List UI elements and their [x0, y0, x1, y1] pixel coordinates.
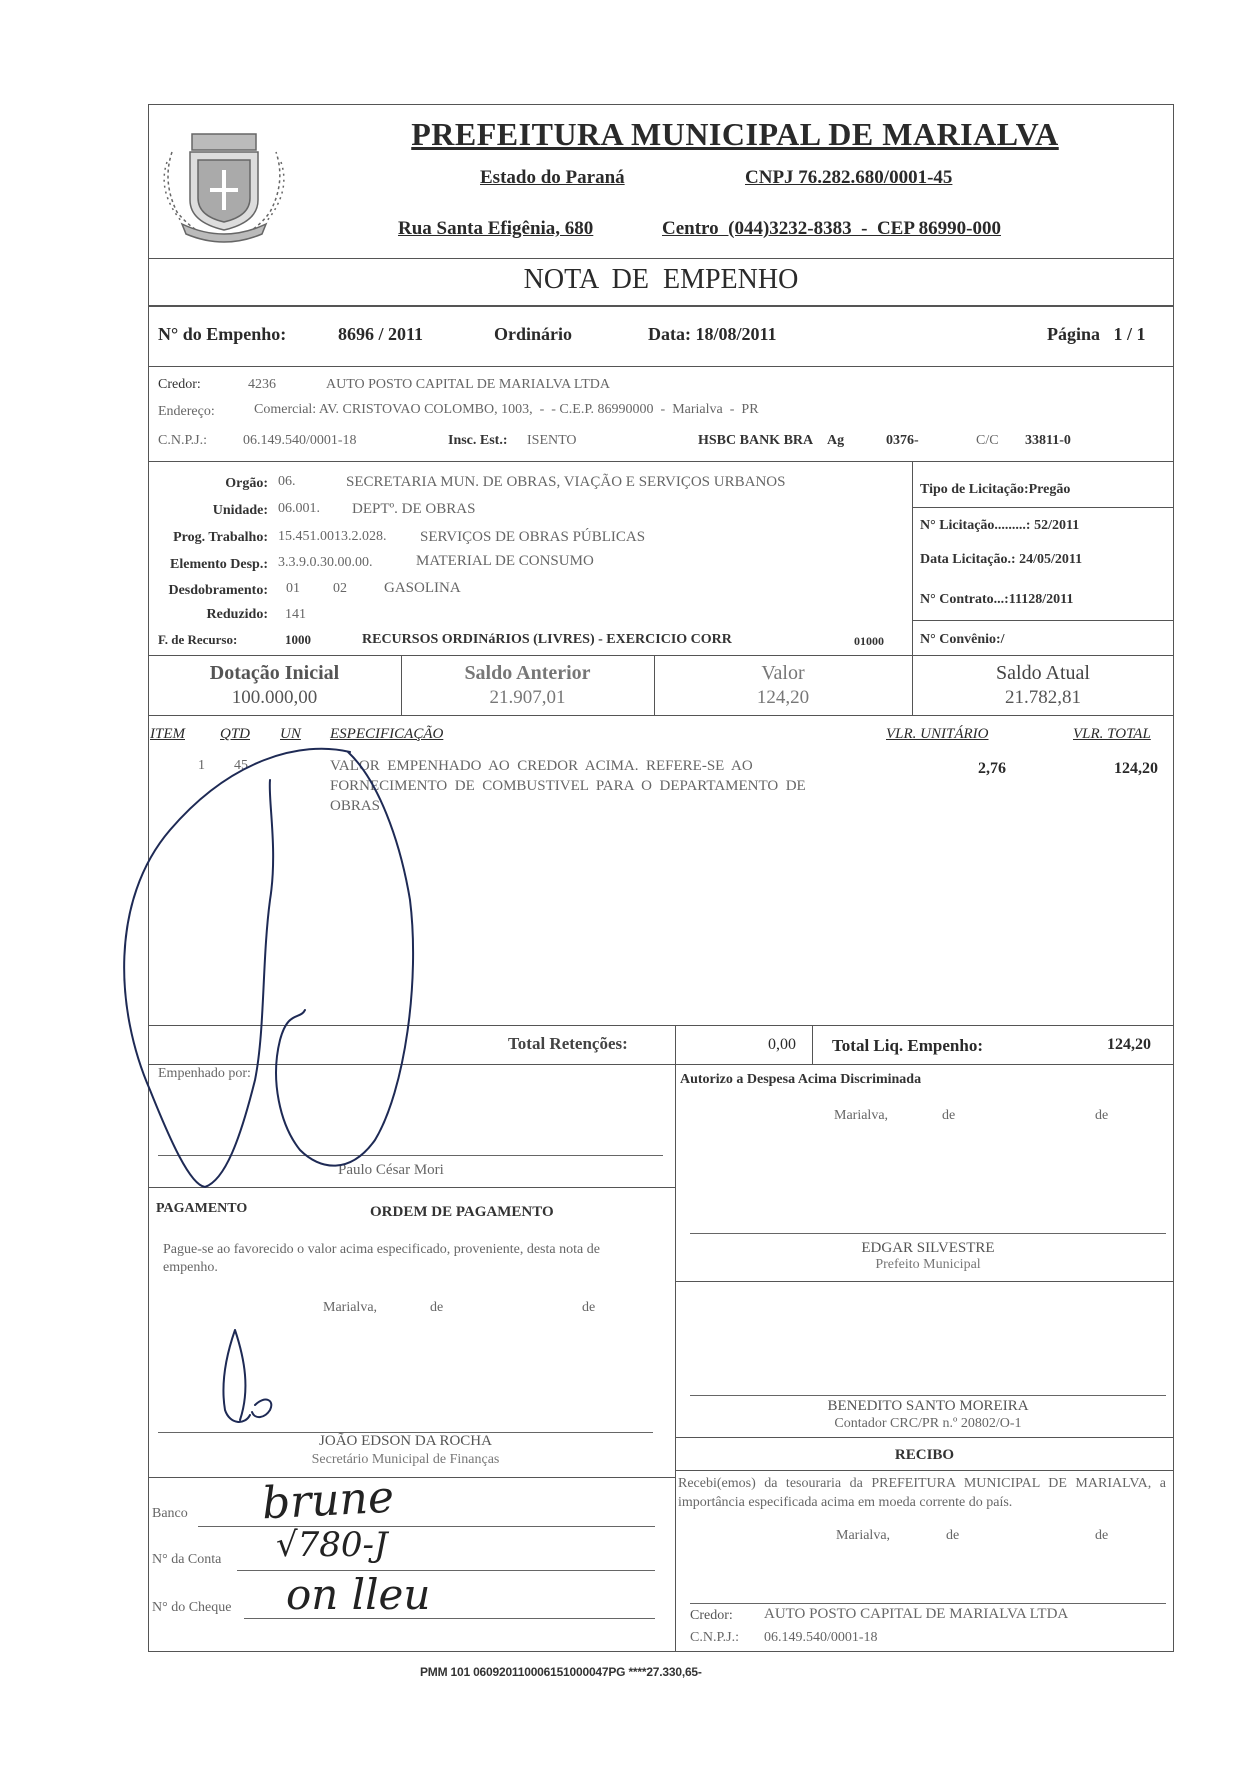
- header-state: Estado do Paraná: [480, 167, 625, 188]
- empenho-number: 8696 / 2011: [338, 324, 424, 344]
- col-total: VLR. TOTAL: [1073, 726, 1151, 742]
- conta-handwritten-value: √780-J: [276, 1525, 388, 1565]
- credor-label: Credor:: [158, 377, 201, 392]
- header-address-rest: Centro (044)3232-8383 - CEP 86990-000: [662, 218, 1001, 239]
- cc-label: C/C: [976, 433, 999, 448]
- contador-role: Contador CRC/PR n.º 20802/O-1: [834, 1416, 1022, 1431]
- recibo-de1: de: [946, 1528, 960, 1543]
- item-number: 1: [198, 758, 205, 773]
- pagamento-signer-role: Secretário Municipal de Finanças: [311, 1452, 500, 1467]
- autorizo-signer-role: Prefeito Municipal: [875, 1257, 981, 1272]
- item-qtd: 45: [234, 758, 248, 773]
- recurso-label: F. de Recurso:: [158, 632, 238, 647]
- col-qtd: QTD: [220, 726, 251, 742]
- prog-code: 15.451.0013.2.028.: [278, 529, 387, 544]
- orgao-label: Orgão:: [225, 476, 268, 491]
- saldo-atual-label: Saldo Atual: [996, 662, 1090, 684]
- header-cnpj: CNPJ 76.282.680/0001-45: [745, 167, 953, 188]
- conta-label: N° da Conta: [152, 1552, 222, 1567]
- item-total-value: 124,20: [1114, 760, 1158, 777]
- valor-value: 124,20: [756, 687, 810, 708]
- reduzido-label: Reduzido:: [206, 607, 268, 622]
- licitacao-data: Data Licitação.: 24/05/2011: [920, 552, 1083, 567]
- liquido-value: 124,20: [1107, 1036, 1151, 1053]
- item-espec-line3: OBRAS: [330, 798, 381, 814]
- empenho-type: Ordinário: [494, 324, 573, 344]
- empenho-page: Página 1 / 1: [1047, 324, 1146, 344]
- pagamento-signer-name: JOÃO EDSON DA ROCHA: [319, 1433, 492, 1449]
- autorizo-de2: de: [1095, 1108, 1109, 1123]
- cheque-handwritten-value: on lleu: [286, 1570, 431, 1619]
- dotacao-label: Dotação Inicial: [209, 662, 340, 684]
- desd-code1: 01: [286, 581, 300, 596]
- credor-bank: HSBC BANK BRA: [698, 433, 814, 448]
- recibo-credor: AUTO POSTO CAPITAL DE MARIALVA LTDA: [764, 1606, 1069, 1622]
- recurso-extra: 01000: [854, 634, 884, 648]
- retencoes-label: Total Retenções:: [508, 1034, 628, 1053]
- item-unit-value: 2,76: [978, 760, 1006, 777]
- pagamento-de1: de: [430, 1300, 444, 1315]
- header-title: PREFEITURA MUNICIPAL DE MARIALVA: [411, 116, 1059, 152]
- elem-label: Elemento Desp.:: [170, 557, 268, 572]
- liquido-label: Total Liq. Empenho:: [832, 1036, 983, 1055]
- elem-code: 3.3.9.0.30.00.00.: [278, 555, 373, 570]
- desd-code2: 02: [333, 581, 347, 596]
- autorizo-signer-name: EDGAR SILVESTRE: [861, 1240, 995, 1256]
- reduzido-value: 141: [285, 607, 306, 622]
- credor-insc: ISENTO: [527, 433, 577, 448]
- header-address-street: Rua Santa Efigênia, 680: [398, 218, 594, 239]
- elem-name: MATERIAL DE CONSUMO: [416, 553, 594, 569]
- banco-handwritten-value: brune: [260, 1471, 396, 1530]
- unidade-name: DEPTº. DE OBRAS: [352, 501, 476, 517]
- col-espec: ESPECIFICAÇÃO: [330, 726, 444, 742]
- desd-name: GASOLINA: [384, 580, 461, 596]
- recibo-credor-label: Credor:: [690, 1608, 733, 1623]
- recurso-name: RECURSOS ORDINáRIOS (LIVRES) - EXERCICIO CORR: [362, 632, 732, 647]
- recibo-cnpj: 06.149.540/0001-18: [764, 1630, 878, 1645]
- contador-name: BENEDITO SANTO MOREIRA: [827, 1398, 1029, 1414]
- desd-label: Desdobramento:: [168, 583, 268, 598]
- cnpj-label: C.N.P.J.:: [158, 433, 208, 448]
- address-label: Endereço:: [158, 404, 215, 419]
- orgao-code: 06.: [278, 474, 296, 489]
- pagamento-label: PAGAMENTO: [156, 1201, 248, 1216]
- saldo-anterior-label: Saldo Anterior: [464, 662, 591, 684]
- recibo-place: Marialva,: [836, 1528, 891, 1543]
- recibo-label: RECIBO: [894, 1447, 955, 1463]
- prog-label: Prog. Trabalho:: [173, 530, 268, 545]
- pagamento-text: Pague-se ao favorecido o valor acima especificado, proveniente, desta nota de empenho.: [163, 1242, 600, 1275]
- unidade-code: 06.001.: [278, 501, 320, 516]
- dotacao-value: 100.000,00: [231, 687, 318, 708]
- empenho-date: Data: 18/08/2011: [648, 324, 777, 344]
- recibo-cnpj-label: C.N.P.J.:: [690, 1630, 740, 1645]
- banco-label: Banco: [152, 1506, 188, 1521]
- pagamento-place: Marialva,: [323, 1300, 378, 1315]
- empenho-label: N° do Empenho:: [158, 324, 287, 344]
- footer-code: PMM 101 060920110006151000047PG ****27.330,65-: [420, 1665, 702, 1679]
- orgao-name: SECRETARIA MUN. DE OBRAS, VIAÇÃO E SERVIÇOS URBANOS: [346, 474, 786, 490]
- saldo-anterior-value: 21.907,01: [489, 687, 566, 708]
- item-espec-line1: VALOR EMPENHADO AO CREDOR ACIMA. REFERE-SE AO: [330, 758, 753, 774]
- saldo-atual-value: 21.782,81: [1005, 687, 1081, 708]
- empenhado-name: Paulo César Mori: [338, 1162, 444, 1178]
- col-item: ITEM: [150, 726, 185, 742]
- credor-cnpj: 06.149.540/0001-18: [243, 433, 357, 448]
- credor-cc: 33811-0: [1025, 433, 1071, 448]
- empenhado-label: Empenhado por:: [158, 1066, 251, 1081]
- insc-label: Insc. Est.:: [448, 433, 508, 448]
- ag-label: Ag: [827, 433, 845, 448]
- autorizo-de1: de: [942, 1108, 956, 1123]
- retencoes-value: 0,00: [768, 1036, 796, 1053]
- licitacao-tipo: Tipo de Licitação:Pregão: [920, 482, 1071, 497]
- col-unit: VLR. UNITÁRIO: [886, 726, 989, 742]
- recibo-text: Recebi(emos) da tesouraria da PREFEITURA MUNICIPAL DE MARIALVA, a importância especificada acima em moeda corrente do país.: [678, 1476, 1166, 1510]
- pagamento-de2: de: [582, 1300, 596, 1315]
- unidade-label: Unidade:: [212, 503, 268, 518]
- prog-name: SERVIÇOS DE OBRAS PÚBLICAS: [420, 529, 646, 545]
- credor-address: Comercial: AV. CRISTOVAO COLOMBO, 1003, - - C.E.P. 86990000 - Marialva - PR: [254, 402, 759, 417]
- licitacao-numero: N° Licitação.........: 52/2011: [920, 518, 1080, 533]
- credor-ag: 0376-: [886, 433, 919, 448]
- recibo-de2: de: [1095, 1528, 1109, 1543]
- ordem-pagamento-label: ORDEM DE PAGAMENTO: [370, 1204, 554, 1220]
- recurso-code: 1000: [285, 632, 311, 647]
- item-espec-line2: FORNECIMENTO DE COMBUSTIVEL PARA O DEPARTAMENTO DE: [330, 778, 806, 794]
- autorizo-place: Marialva,: [834, 1108, 889, 1123]
- credor-name: AUTO POSTO CAPITAL DE MARIALVA LTDA: [326, 377, 610, 392]
- licitacao-contrato: N° Contrato...:11128/2011: [920, 592, 1074, 607]
- credor-code: 4236: [248, 377, 276, 392]
- licitacao-convenio: N° Convênio:/: [920, 632, 1005, 647]
- doc-title: NOTA DE EMPENHO: [523, 264, 799, 295]
- col-un: UN: [280, 726, 301, 742]
- valor-label: Valor: [761, 662, 805, 684]
- autorizo-label: Autorizo a Despesa Acima Discriminada: [680, 1072, 922, 1087]
- cheque-label: N° do Cheque: [152, 1600, 232, 1615]
